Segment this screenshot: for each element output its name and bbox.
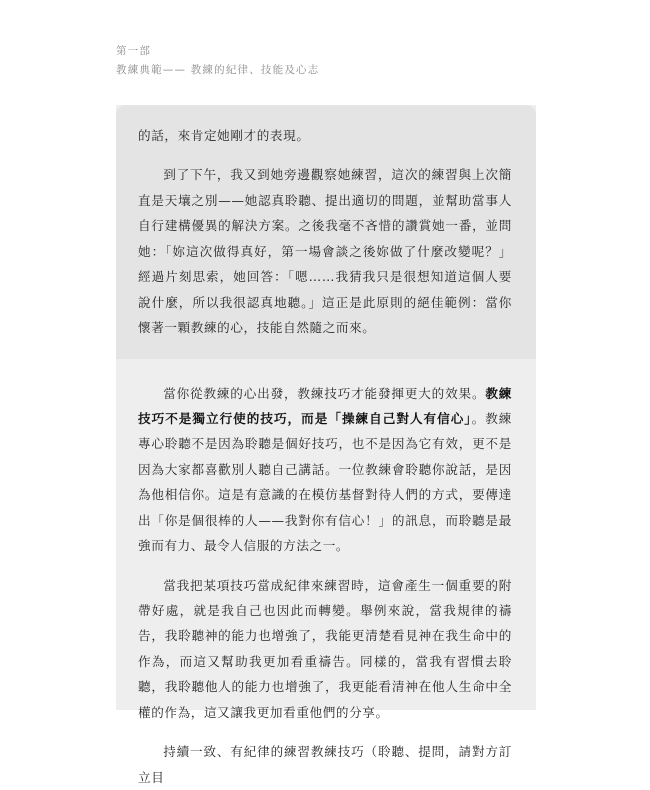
body-paragraph: 持續一致、有紀律的練習教練技巧（聆聽、提問，請對方訂立目: [138, 739, 512, 790]
quote-paragraph: 的話，來肯定她剛才的表現。: [138, 123, 512, 148]
body-paragraph: 當你從教練的心出發，教練技巧才能發揮更大的效果。教練技巧不是獨立行使的技巧，而是「操練自己對人有信心」。教練專心聆聽不是因為聆聽是個好技巧，也不是因為它有效，更不是因為大家都喜歡別人聽自己講話。一位教練會聆聽你說話，是因為他相信你。這是有意識的在模仿基督對待人們的方式，要傳達出「你是個很棒的人——我對你有信心！」的訊息，而聆聽是最強而有力、最令人信服的方法之一。: [138, 381, 512, 559]
running-head-part-label: 第一部: [116, 42, 319, 61]
quote-paragraph: 到了下午，我又到她旁邊觀察她練習，這次的練習與上次簡直是天壤之別——她認真聆聽、提出適切的問題，並幫助當事人自行建構優異的解決方案。之後我毫不吝惜的讚賞她一番，並問她：「妳這次做得真好，第一場會談之後妳做了什麼改變呢？」經過片刻思索，她回答：「嗯……我猜我只是很想知道這個人要說什麼，所以我很認真地聽。」這正是此原則的絕佳範例：當你懷著一顆教練的心，技能自然隨之而來。: [138, 162, 512, 340]
highlighted-quote-block: [116, 105, 536, 359]
main-body-text: [116, 381, 536, 790]
emphasised-text: 教練技巧不是獨立行使的技巧，而是「操練自己對人有信心」: [138, 386, 512, 426]
body-paragraph: 當我把某項技巧當成紀律來練習時，這會產生一個重要的附帶好處，就是我自己也因此而轉變。舉例來說，當我規律的禱告，我聆聽神的能力也增強了，我能更清楚看見神在我生命中的作為，而這又幫助我更加看重禱告。同樣的，當我有習慣去聆聽，我聆聽他人的能力也增強了，我更能看清神在他人生命中全權的作為，這又讓我更加看重他們的分享。: [138, 573, 512, 726]
running-head: [116, 42, 319, 81]
running-head-chapter-label: 教練典範—— 教練的紀律、技能及心志: [116, 61, 319, 80]
text-column: [116, 105, 536, 710]
